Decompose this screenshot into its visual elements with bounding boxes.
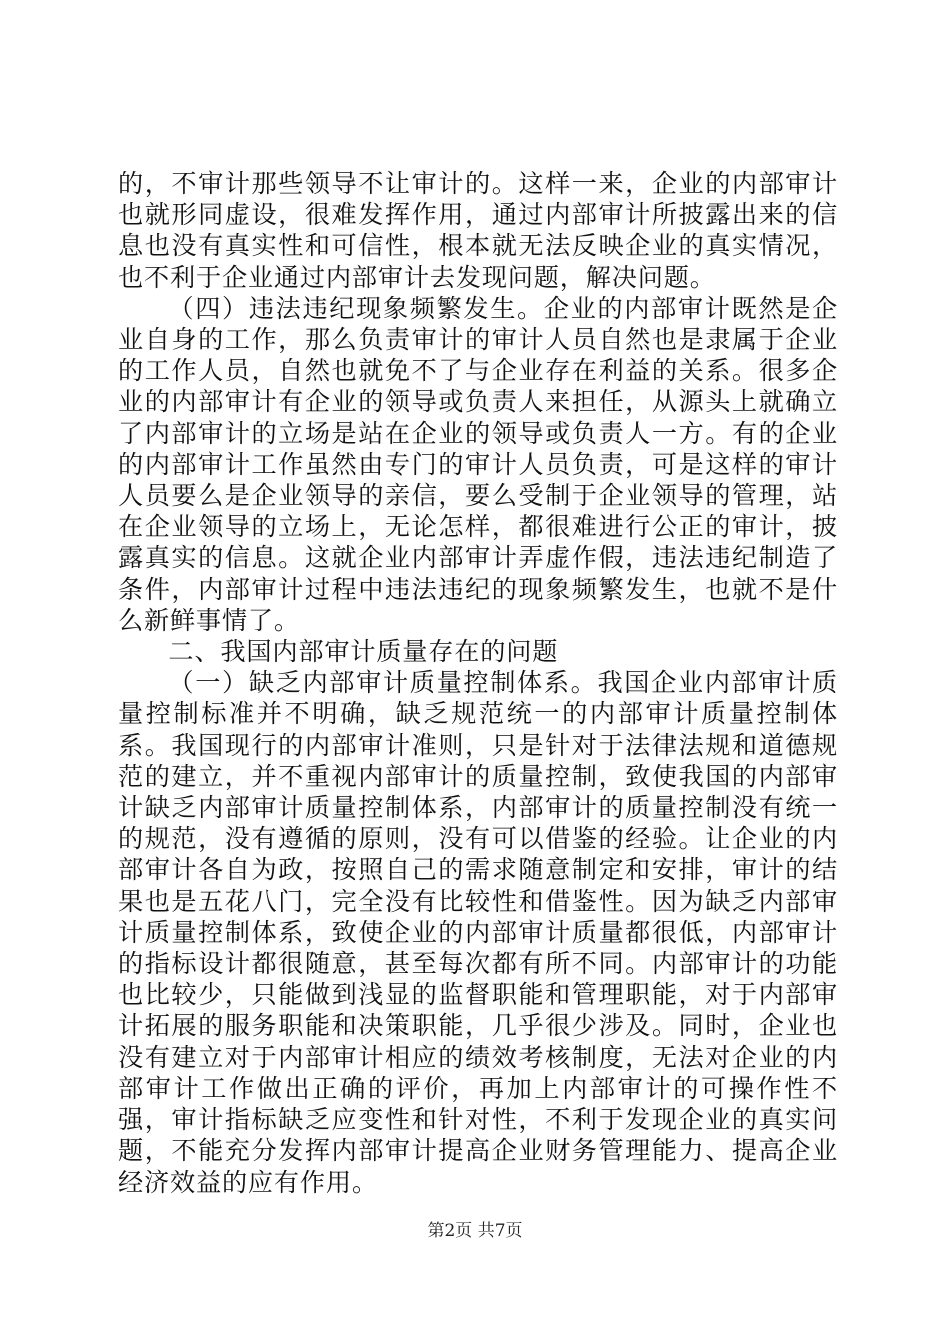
page-number-footer: 第2页 共7页 bbox=[427, 1221, 523, 1241]
paragraph-continuation: 的，不审计那些领导不让审计的。这样一来，企业的内部审计也就形同虚设，很难发挥作用，通过内部审计所披露出来的信息也没有真实性和可信性，根本就无法反映企业的真实情况，也不利于企业通过内部审计去发现问题，解决问题。 bbox=[118, 169, 838, 292]
section-heading-two: 二、我国内部审计质量存在的问题 bbox=[168, 637, 559, 667]
document-body bbox=[118, 168, 838, 1198]
paragraph-section-one: （一）缺乏内部审计质量控制体系。我国企业内部审计质量控制标准并不明确，缺乏规范统一的内部审计质量控制体系。我国现行的内部审计准则，只是针对于法律法规和道德规范的建立，并不重视内部审计的质量控制，致使我国的内部审计缺乏内部审计质量控制体系，内部审计的质量控制没有统一的规范，没有遵循的原则，没有可以借鉴的经验。让企业的内部审计各自为政，按照自己的需求随意制定和安排，审计的结果也是五花八门，完全没有比较性和借鉴性。因为缺乏内部审计质量控制体系，致使企业的内部审计质量都很低，内部审计的指标设计都很随意，甚至每次都有所不同。内部审计的功能也比较少，只能做到浅显的监督职能和管理职能，对于内部审计拓展的服务职能和决策职能，几乎很少涉及。同时，企业也没有建立对于内部审计相应的绩效考核制度，无法对企业的内部审计工作做出正确的评价，再加上内部审计的可操作性不强，审计指标缺乏应变性和针对性，不利于发现企业的真实问题，不能充分发挥内部审计提高企业财务管理能力、提高企业经济效益的应有作用。 bbox=[118, 668, 838, 1197]
paragraph-section-four: （四）违法违纪现象频繁发生。企业的内部审计既然是企业自身的工作，那么负责审计的审计人员自然也是隶属于企业的工作人员，自然也就免不了与企业存在利益的关系。很多企业的内部审计有企业的领导或负责人来担任，从源头上就确立了内部审计的立场是站在企业的领导或负责人一方。有的企业的内部审计工作虽然由专门的审计人员负责，可是这样的审计人员要么是企业领导的亲信，要么受制于企业领导的管理，站在企业领导的立场上，无论怎样，都很难进行公正的审计，披露真实的信息。这就企业内部审计弄虚作假，违法违纪制造了条件，内部审计过程中违法违纪的现象频繁发生，也就不是什么新鲜事情了。 bbox=[118, 293, 838, 635]
